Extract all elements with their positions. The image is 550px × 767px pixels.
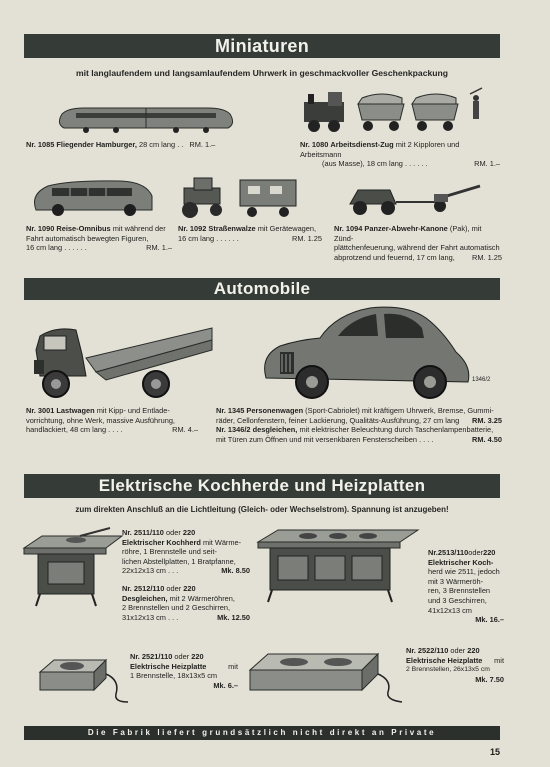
item-number-alt: 220: [191, 652, 204, 661]
caption-2522: [406, 646, 504, 684]
item-number-alt: 220: [183, 584, 196, 593]
item-desc: mit Kipp- und Entlade-: [96, 406, 170, 415]
item-price: RM. 1.–: [474, 159, 500, 169]
item-desc: mit Türen zum Öffnen und mit versenkbaren Fensterscheiben . . . .: [216, 434, 434, 444]
item-desc: 2 Brennstellen, 26x13x5 cm: [406, 666, 490, 674]
item-number: Nr. 1080: [300, 140, 329, 149]
item-desc: mit 3 Wärmeröh-: [428, 576, 484, 586]
caption-1094: [334, 224, 502, 262]
item-number-alt: 220: [467, 646, 480, 655]
item-name: Personenwagen: [246, 406, 304, 415]
item-number: Nr.2513/110: [428, 548, 469, 557]
item-price: Mk. 12.50: [217, 612, 250, 622]
section-band-kochherde: [24, 474, 500, 498]
item-desc: handlackiert, 48 cm lang . . . .: [26, 425, 123, 435]
item-price: RM. 1.25: [292, 233, 322, 243]
item-number: Nr. 1090: [26, 224, 55, 233]
item-desc: 41x12x13 cm: [428, 605, 472, 615]
item-price: Mk. 7.50: [475, 674, 504, 684]
car-photo-label: 1346/2: [472, 377, 491, 383]
item-desc: Fahrt automatisch bewegten Figuren,: [26, 233, 149, 243]
caption-2521: [130, 652, 238, 690]
large-stove-image: [256, 524, 420, 604]
item-name: Elektrische Heizplatte: [130, 661, 207, 671]
item-price: RM. 4.50: [472, 434, 502, 444]
work-train-image: [300, 84, 490, 136]
item-name: Elektrischer Kochherd: [122, 537, 201, 547]
item-name: Straßenwalze: [208, 224, 256, 233]
page-number: 15: [490, 747, 501, 757]
caption-2511: [122, 528, 250, 576]
item-price: RM. 1.–: [189, 140, 216, 149]
item-desc: mit 2 Wärmeröhren,: [169, 593, 235, 603]
item-desc: 22x12x13 cm . . .: [122, 566, 179, 576]
item-desc: 16 cm lang . . . . . .: [26, 243, 87, 253]
item-desc: (Pak), mit Zünd-: [334, 224, 482, 243]
item-number: Nr. 1092: [178, 224, 207, 233]
train-image: [56, 104, 236, 134]
section-title-kochherde: Elektrische Kochherde und Heizplatten: [98, 476, 426, 495]
section-band-miniaturen: [24, 34, 500, 58]
caption-1345: [216, 406, 502, 444]
item-name: Lastwagen: [56, 406, 95, 415]
item-oder: oder: [166, 584, 182, 593]
item-oder: oder: [450, 646, 466, 655]
item-price: RM. 1.25: [472, 252, 502, 262]
item-desc: und 3 Geschirren,: [428, 595, 487, 605]
item-price: RM. 4.–: [172, 425, 198, 435]
item-desc: mit 2 Kipploren und Arbeitsmann: [300, 140, 460, 159]
sports-car-image: [258, 300, 478, 404]
item-desc: herd wie 2511, jedoch: [428, 567, 500, 577]
caption-2513: [428, 548, 504, 625]
item-desc: mit: [494, 655, 504, 665]
item-desc: 31x12x13 cm . . .: [122, 612, 179, 622]
bus-image: [30, 178, 156, 218]
item-number: Nr. 2521/110: [130, 652, 173, 661]
item-desc: 16 cm lang . . . . . .: [178, 233, 239, 243]
item-price: RM. 1.–: [146, 243, 172, 253]
caption-2512: [122, 584, 250, 622]
item-number: Nr. 2511/110: [122, 528, 164, 537]
caption-1090: [26, 224, 172, 253]
item-desc: mit elektrischer Beleuchtung durch Taschenlampenbatterie,: [299, 425, 494, 435]
item-desc: 1 Brennstelle, 18x13x5 cm: [130, 671, 218, 681]
item-name: Fliegender Hamburger,: [56, 140, 137, 149]
item-desc: plättchenfeuerung, während der Fahrt automatisch: [334, 243, 500, 253]
item-desc: (aus Masse), 18 cm lang . . . . . .: [322, 159, 428, 169]
item-desc: ren, 3 Brennstellen: [428, 586, 491, 596]
item-name: Elektrische Heizplatte: [406, 655, 483, 665]
item-price: Mk. 6.–: [213, 680, 238, 690]
item-desc: mit: [228, 661, 238, 671]
item-number: Nr. 1346/2: [216, 425, 251, 435]
item-desc: mit Wärme-: [202, 537, 242, 547]
item-desc: (Sport-Cabriolet) mit kräftigem Uhrwerk, Bremse, Gummi-: [305, 406, 494, 415]
item-oder: oder: [468, 548, 484, 557]
item-desc: 2 Brennstellen und 2 Geschirren,: [122, 603, 231, 613]
pak-cannon-image: [346, 180, 486, 218]
item-desc: röhre, 1 Brennstelle und seit-: [122, 547, 217, 557]
caption-3001: [26, 406, 198, 435]
item-number-alt: 220: [182, 528, 196, 537]
item-number: Nr. 2522/110: [406, 646, 449, 655]
footer-notice: Die Fabrik liefert grundsätzlich nicht direkt an Private: [24, 726, 500, 740]
section-subtitle-miniaturen: mit langlaufendem und langsamlaufendem Uhrwerk in geschmackvoller Geschenkpackung: [75, 68, 449, 78]
section-band-automobile: [24, 278, 500, 300]
caption-1092: [178, 224, 322, 243]
item-name: Elektrischer Koch-: [428, 557, 494, 567]
item-desc: mit während der: [112, 224, 166, 233]
item-number: Nr. 3001: [26, 406, 55, 415]
item-number: Nr. 1094: [334, 224, 363, 233]
item-name: Reise-Omnibus: [56, 224, 111, 233]
item-desc: lichen Abstellplatten, 1 Bratpfanne,: [122, 556, 236, 566]
item-price: RM. 3.25: [472, 415, 502, 425]
item-desc: 28 cm lang . .: [138, 140, 184, 149]
double-hotplate-image: [246, 644, 406, 704]
item-desc: mit Gerätewagen,: [257, 224, 317, 233]
dump-truck-image: [26, 310, 216, 402]
item-price: Mk. 8.50: [221, 566, 250, 576]
item-oder: oder: [174, 652, 190, 661]
item-oder: oder: [165, 528, 181, 537]
item-name: Arbeitsdienst-Zug: [330, 140, 394, 149]
item-number: Nr. 1345: [216, 406, 245, 415]
item-number: Nr. 2512/110: [122, 584, 165, 593]
small-stove-image: [20, 526, 124, 608]
item-price: Mk. 16.–: [475, 615, 504, 625]
section-title-automobile: Automobile: [213, 279, 311, 298]
road-roller-image: [180, 174, 300, 220]
item-name: desgleichen,: [252, 425, 298, 435]
caption-1080: [300, 140, 500, 169]
section-title-miniaturen: Miniaturen: [214, 36, 309, 56]
section-subtitle-kochherde: zum direkten Anschluß an die Lichtleitung (Gleich- oder Wechselstrom). Spannung ist anzugeben!: [75, 505, 449, 514]
single-hotplate-image: [36, 650, 132, 704]
caption-1085: [26, 140, 270, 150]
item-name: Panzer-Abwehr-Kanone: [364, 224, 448, 233]
item-desc: vorrichtung, ohne Werk, massive Ausführung,: [26, 415, 175, 425]
item-number: Nr. 1085: [26, 140, 55, 149]
item-desc: abprotzend und feuernd, 17 cm lang,: [334, 252, 455, 262]
item-number-alt: 220: [483, 548, 496, 557]
item-name: Desgleichen,: [122, 593, 168, 603]
item-desc: räder, Cellonfenstern, feiner Lackierung, Qualitäts-Ausführung, 27 cm lang: [216, 415, 460, 425]
